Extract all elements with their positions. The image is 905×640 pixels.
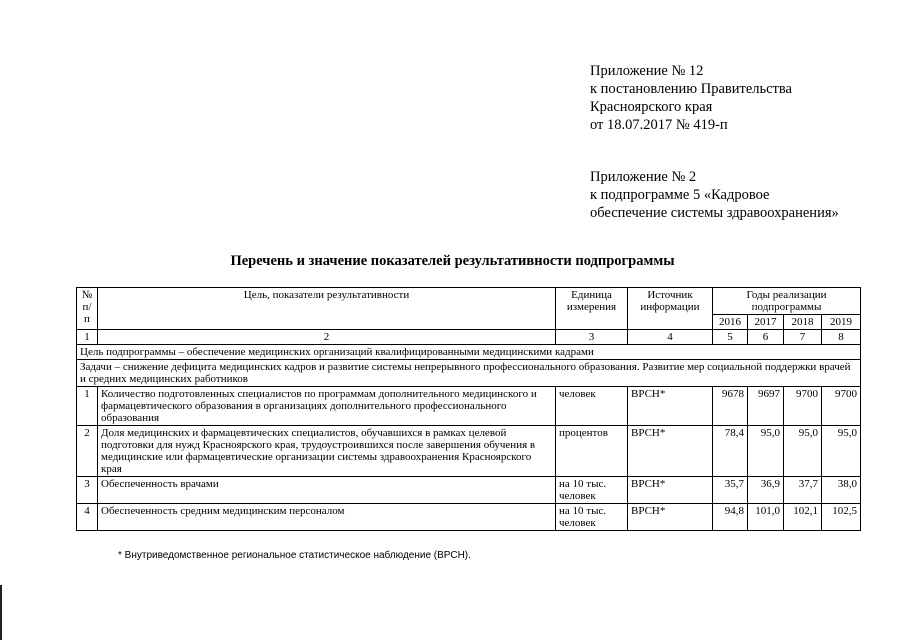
column-number: 5 — [713, 330, 748, 345]
column-number: 1 — [77, 330, 98, 345]
row-value-2017: 101,0 — [748, 504, 784, 531]
row-source: ВРСН* — [628, 477, 713, 504]
row-unit: процентов — [556, 426, 628, 477]
goal-cell: Цель подпрограммы – обеспечение медицинских организаций квалифицированными медицинскими кадрами — [77, 345, 861, 360]
scan-edge-mark — [0, 585, 2, 640]
row-unit: человек — [556, 387, 628, 426]
row-value-2019: 102,5 — [822, 504, 861, 531]
row-value-2018: 37,7 — [784, 477, 822, 504]
row-indicator-name: Обеспеченность средним медицинским персоналом — [98, 504, 556, 531]
row-value-2017: 9697 — [748, 387, 784, 426]
appendix-2-line: обеспечение системы здравоохранения» — [590, 205, 839, 221]
row-value-2019: 9700 — [822, 387, 861, 426]
row-value-2016: 94,8 — [713, 504, 748, 531]
row-value-2016: 9678 — [713, 387, 748, 426]
appendix-12-header — [590, 62, 792, 134]
appendix-2-header — [590, 168, 839, 222]
row-indicator-name: Обеспеченность врачами — [98, 477, 556, 504]
header-unit: Единица измерения — [556, 288, 628, 330]
indicators-table — [76, 287, 861, 531]
document-title: Перечень и значение показателей результативности подпрограммы — [230, 253, 675, 269]
column-number: 2 — [98, 330, 556, 345]
header-year: 2019 — [822, 315, 861, 330]
appendix-12-line: к постановлению Правительства — [590, 81, 792, 97]
row-num: 4 — [77, 504, 98, 531]
column-number: 4 — [628, 330, 713, 345]
column-number: 8 — [822, 330, 861, 345]
row-indicator-name: Доля медицинских и фармацевтических специалистов, обучавшихся в рамках целевой подготовки для нужд Красноярского края, трудоустроившихся после завершения обучения в медицинские или фармацевтические организации системы здравоохранения Красноярского края — [98, 426, 556, 477]
column-number: 3 — [556, 330, 628, 345]
header-goal: Цель, показатели результативности — [98, 288, 556, 330]
table-row — [77, 387, 861, 426]
table-row — [77, 477, 861, 504]
header-source: Источник информации — [628, 288, 713, 330]
row-value-2017: 36,9 — [748, 477, 784, 504]
column-number: 7 — [784, 330, 822, 345]
row-unit: на 10 тыс. человек — [556, 477, 628, 504]
row-value-2016: 35,7 — [713, 477, 748, 504]
tasks-cell: Задачи – снижение дефицита медицинских кадров и развитие системы непрерывного профессионального образования. Развитие мер социальной поддержки врачей и средних медицинских работников — [77, 360, 861, 387]
row-num: 3 — [77, 477, 98, 504]
appendix-2-line: Приложение № 2 — [590, 169, 697, 185]
appendix-2-line: к подпрограмме 5 «Кадровое — [590, 187, 770, 203]
row-unit: на 10 тыс. человек — [556, 504, 628, 531]
appendix-12-line: от 18.07.2017 № 419-п — [590, 117, 728, 133]
row-num: 2 — [77, 426, 98, 477]
goal-row — [77, 345, 861, 360]
row-value-2016: 78,4 — [713, 426, 748, 477]
header-year: 2018 — [784, 315, 822, 330]
header-year: 2016 — [713, 315, 748, 330]
row-num: 1 — [77, 387, 98, 426]
column-numbers-row — [77, 330, 861, 345]
table-row — [77, 504, 861, 531]
row-value-2019: 38,0 — [822, 477, 861, 504]
header-years-group: Годы реализации подпрограммы — [713, 288, 861, 315]
row-value-2018: 102,1 — [784, 504, 822, 531]
header-num: № п/п — [77, 288, 98, 330]
table-header-row — [77, 288, 861, 315]
row-value-2019: 95,0 — [822, 426, 861, 477]
appendix-12-line: Приложение № 12 — [590, 63, 704, 79]
row-source: ВРСН* — [628, 387, 713, 426]
header-year: 2017 — [748, 315, 784, 330]
row-value-2017: 95,0 — [748, 426, 784, 477]
row-source: ВРСН* — [628, 504, 713, 531]
column-number: 6 — [748, 330, 784, 345]
table-row — [77, 426, 861, 477]
row-source: ВРСН* — [628, 426, 713, 477]
row-value-2018: 95,0 — [784, 426, 822, 477]
row-value-2018: 9700 — [784, 387, 822, 426]
row-indicator-name: Количество подготовленных специалистов по программам дополнительного медицинского и фармацевтического образования в организациях дополнительного профессионального образования — [98, 387, 556, 426]
appendix-12-line: Красноярского края — [590, 99, 713, 115]
tasks-row — [77, 360, 861, 387]
footnote: * Внутриведомственное региональное статистическое наблюдение (ВРСН). — [118, 550, 471, 561]
